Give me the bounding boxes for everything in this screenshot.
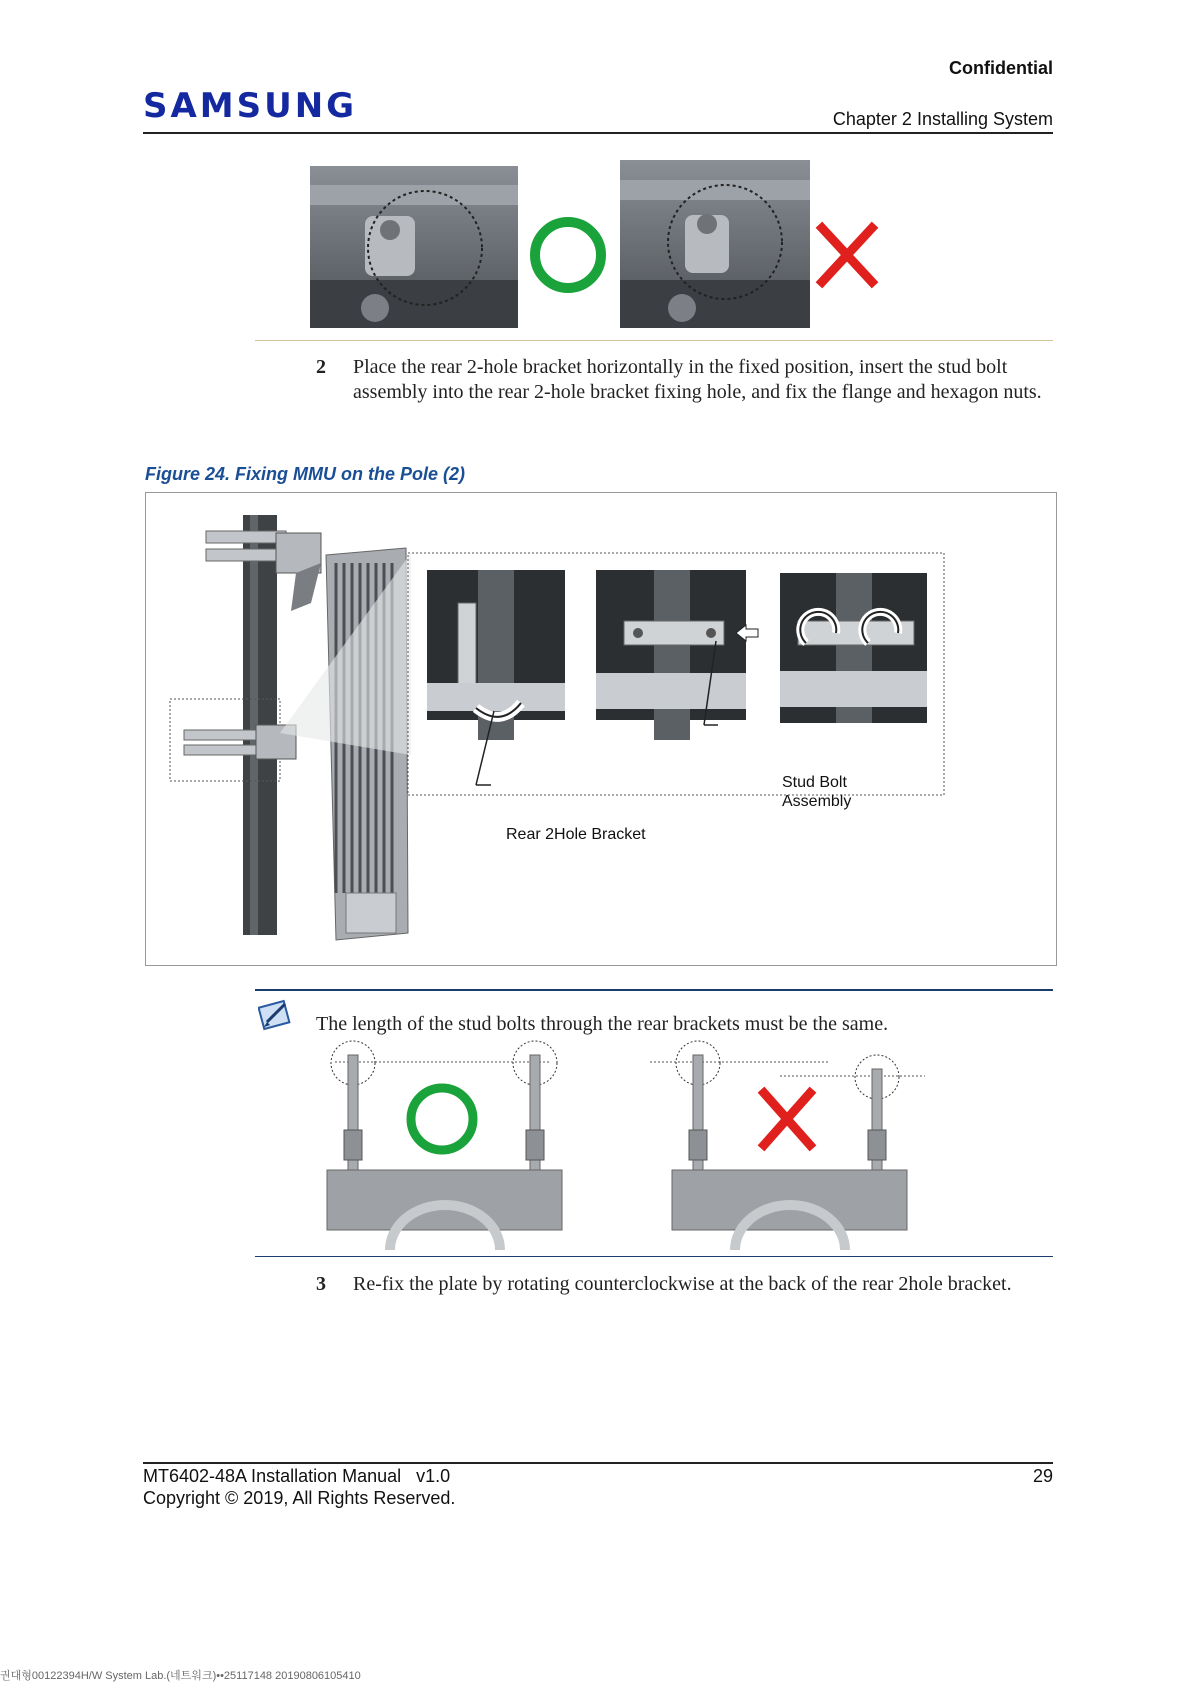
- note-bottom-rule: [255, 1256, 1053, 1257]
- bracket-orientation-photos: [310, 160, 910, 335]
- print-stamp: 권대형00122394H/W System Lab.(네트워크)••25117148 20190806105410: [0, 1670, 361, 1682]
- step-text: Re-fix the plate by rotating counterclockwise at the back of the rear 2hole bracket.: [353, 1273, 1012, 1295]
- figure-caption: Figure 24. Fixing MMU on the Pole (2): [145, 464, 466, 484]
- step-number: 3: [316, 1273, 326, 1295]
- stud-bolt-length-diagram: [320, 1035, 930, 1250]
- footer-copyright: Copyright © 2019, All Rights Reserved.: [143, 1488, 456, 1508]
- stud-bolt-label: Stud Bolt: [782, 774, 847, 791]
- wrong-bolt-diagram: [650, 1041, 925, 1250]
- correct-circle-icon: [535, 222, 601, 288]
- manual-title: MT6402-48A Installation Manual: [143, 1466, 402, 1486]
- correct-circle-icon: [411, 1088, 473, 1150]
- page-number: 29: [1032, 1466, 1053, 1486]
- manual-version: v1.0: [416, 1466, 451, 1486]
- stud-bolt-label-line2: Assembly: [782, 793, 852, 810]
- footer-divider: [143, 1462, 1053, 1464]
- wrong-x-icon: [764, 1093, 810, 1145]
- samsung-logo: SAMSUNG: [143, 86, 358, 126]
- rear-bracket-label: Rear 2Hole Bracket: [506, 826, 646, 843]
- photo-divider: [255, 340, 1053, 341]
- header-divider: [143, 132, 1053, 134]
- confidential-label: Confidential: [949, 58, 1053, 78]
- note-top-rule: [255, 989, 1053, 991]
- wrong-photo: [620, 160, 810, 328]
- correct-photo: [310, 166, 518, 328]
- mmu-pole-illustration: [146, 493, 1056, 965]
- detail-photo-3: [780, 573, 927, 723]
- step-text: Place the rear 2-hole bracket horizontally in the fixed position, insert the stud bolt assembly into the rear 2-hole bracket fixing hole, and fix the flange and hexagon nuts.: [353, 356, 1042, 403]
- step-number: 2: [316, 356, 326, 378]
- chapter-title: Chapter 2 Installing System: [832, 109, 1053, 129]
- detail-photo-2: [596, 570, 758, 740]
- note-pencil-icon: [258, 998, 294, 1032]
- detail-photo-1: [427, 570, 565, 740]
- note-text: The length of the stud bolts through the rear brackets must be the same.: [316, 1013, 889, 1035]
- footer-manual: [143, 1466, 450, 1487]
- wrong-x-icon: [822, 228, 872, 282]
